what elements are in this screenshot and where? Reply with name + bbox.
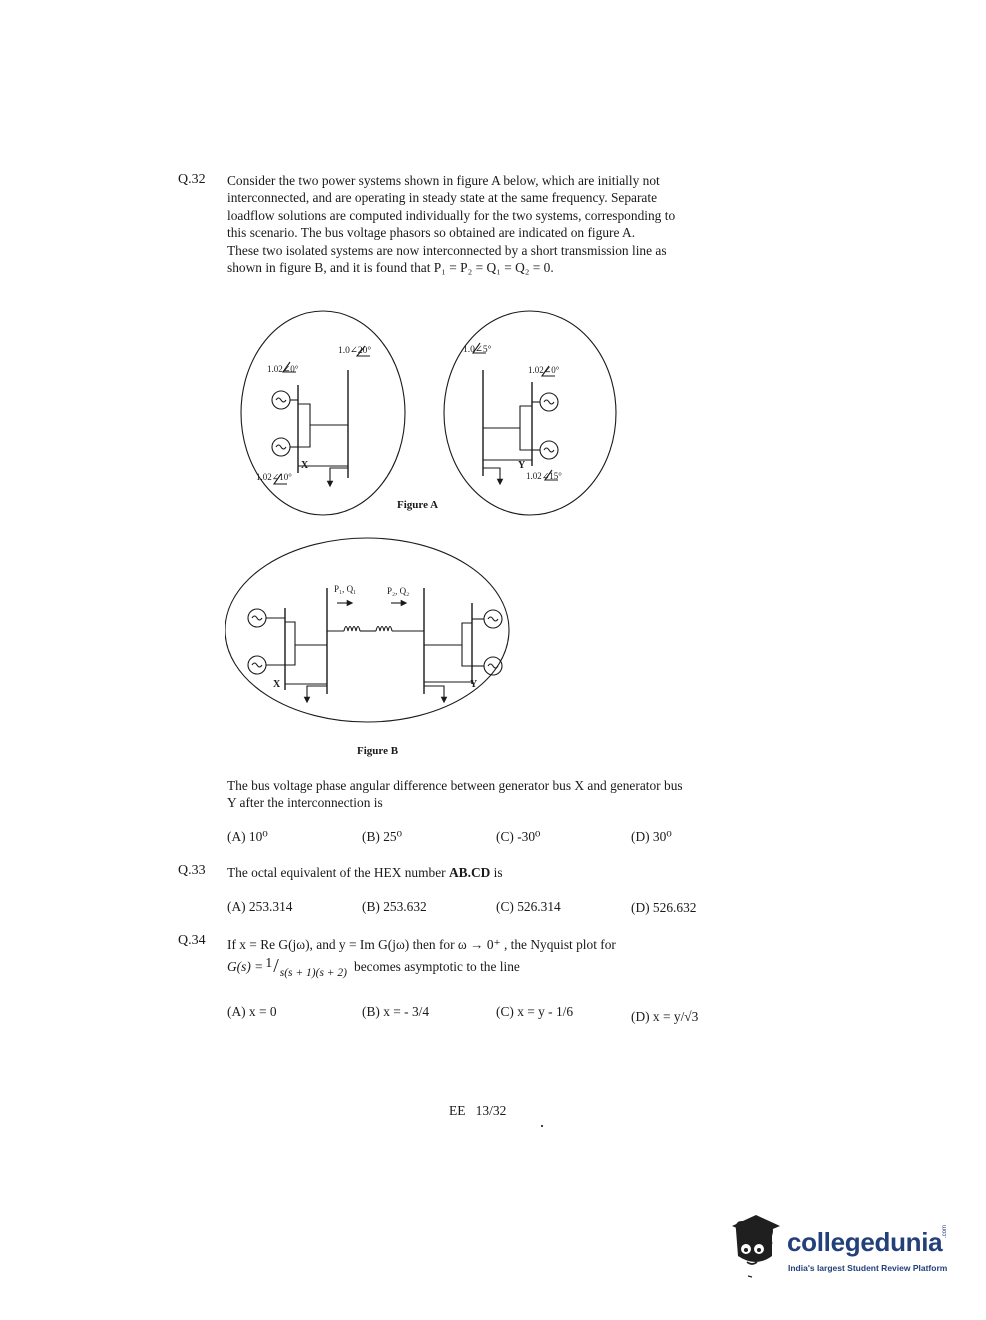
q33-option-c[interactable]: (C) 526.314 bbox=[496, 899, 561, 914]
fraction-numerator: 1 bbox=[265, 956, 273, 971]
voltage-label: 1.02∠0° bbox=[528, 365, 560, 375]
q32-option-b[interactable]: (B) 25⁰ bbox=[362, 829, 402, 844]
q33-option-b[interactable]: (B) 253.632 bbox=[362, 899, 427, 914]
q32-question-line: Y after the interconnection is bbox=[227, 795, 383, 811]
q32-line: These two isolated systems are now interconnected by a short transmission line as bbox=[227, 242, 667, 258]
q33-number: Q.33 bbox=[178, 863, 206, 878]
q34-option-d[interactable]: (D) x = y/√3 bbox=[631, 1009, 699, 1024]
q33-text: is bbox=[490, 865, 503, 880]
fraction-slash: / bbox=[273, 955, 279, 977]
voltage-label: 1.02∠0° bbox=[267, 364, 299, 374]
q32-number: Q.32 bbox=[178, 172, 206, 187]
q34-option-c[interactable]: (C) x = y - 1/6 bbox=[496, 1004, 574, 1019]
bus-label-x: X bbox=[301, 460, 309, 471]
q33-hex-number: AB.CD bbox=[449, 865, 491, 880]
flow-label: P₂, Q₂ bbox=[387, 586, 410, 596]
voltage-label: 1.0∠5° bbox=[463, 345, 492, 355]
figure-b bbox=[225, 535, 525, 725]
fraction-denominator: s(s + 1)(s + 2) bbox=[279, 967, 348, 979]
q34-line2 bbox=[227, 956, 520, 979]
q34-option-b[interactable]: (B) x = - 3/4 bbox=[362, 1004, 430, 1019]
bus-label-y: Y bbox=[518, 460, 526, 471]
bus-label-x: X bbox=[273, 679, 281, 690]
q32-paragraph bbox=[227, 172, 755, 276]
voltage-label: 1.02∠15° bbox=[526, 471, 562, 481]
speck bbox=[541, 1125, 543, 1127]
logo-domain: .com bbox=[942, 1224, 948, 1238]
logo-tagline: India's largest Student Review Platform bbox=[788, 1263, 948, 1273]
left-system-boundary bbox=[241, 311, 405, 515]
q34-function: G(s) = bbox=[227, 959, 264, 974]
page-number: EE 13/32 bbox=[449, 1103, 507, 1118]
logo-wordmark: collegedunia bbox=[787, 1227, 943, 1257]
q33-option-a[interactable]: (A) 253.314 bbox=[227, 899, 293, 914]
q33-question bbox=[227, 864, 503, 881]
q32-line: this scenario. The bus voltage phasors so obtained are indicated on figure A. bbox=[227, 225, 636, 241]
q32-line: loadflow solutions are computed individually for the two systems, corresponding to bbox=[227, 207, 676, 223]
logo-mascot-icon bbox=[726, 1212, 784, 1282]
voltage-label: 1.0∠20° bbox=[338, 346, 372, 356]
q32-option-a[interactable]: (A) 10⁰ bbox=[227, 829, 268, 844]
voltage-label: 1.02∠10° bbox=[256, 472, 292, 482]
q32-option-d[interactable]: (D) 30⁰ bbox=[631, 829, 672, 844]
ac-wave bbox=[276, 398, 286, 402]
q33-option-d[interactable]: (D) 526.632 bbox=[631, 900, 697, 915]
figure-b-caption: Figure B bbox=[357, 745, 399, 757]
flow-label: P₁, Q₁ bbox=[334, 584, 357, 594]
q32-question-line: The bus voltage phase angular difference between generator bus X and generator bus bbox=[227, 778, 683, 793]
q34-number: Q.34 bbox=[178, 933, 206, 948]
q34-option-a[interactable]: (A) x = 0 bbox=[227, 1004, 277, 1019]
q32-option-c[interactable]: (C) -30⁰ bbox=[496, 829, 541, 844]
q34-line1: If x = Re G(jω), and y = Im G(jω) then for ω → 0⁺ , the Nyquist plot for bbox=[227, 937, 616, 952]
q32-line: interconnected, and are operating in steady state at the same frequency. Separate bbox=[227, 190, 658, 206]
line-inductance bbox=[344, 627, 360, 632]
figure-a bbox=[230, 300, 630, 525]
figure-a-caption: Figure A bbox=[397, 499, 439, 511]
q33-text: The octal equivalent of the HEX number bbox=[227, 865, 449, 880]
q32-line: shown in figure B, and it is found that P₁ = P₂ = Q₁ = Q₂ = 0. bbox=[227, 260, 554, 276]
right-system-boundary bbox=[444, 311, 616, 515]
q32-question bbox=[227, 777, 757, 812]
q34-text: becomes asymptotic to the line bbox=[354, 959, 520, 974]
q32-line: Consider the two power systems shown in figure A below, which are initially not bbox=[227, 173, 660, 188]
interconnected-system-boundary bbox=[225, 538, 509, 722]
bus-label-y: Y bbox=[470, 679, 478, 690]
